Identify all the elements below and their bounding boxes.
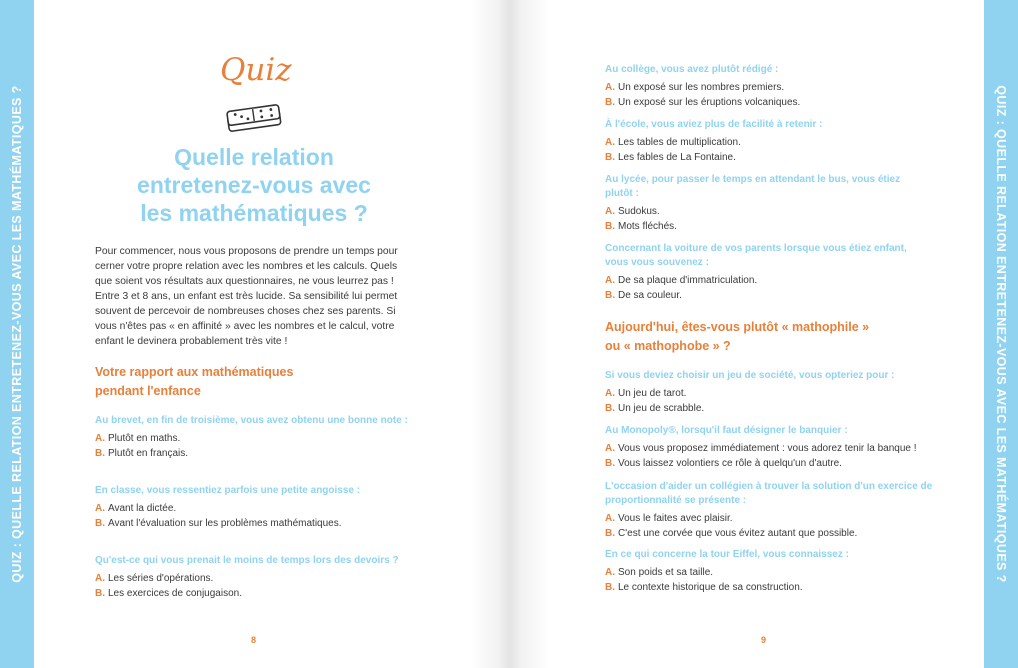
- question-block: [605, 480, 935, 541]
- book-gutter: [470, 0, 550, 668]
- answer-option[interactable]: B. Mots fléchés.: [605, 221, 677, 232]
- answer-option[interactable]: A. Vous vous proposez immédiatement : vous adorez tenir la banque !: [605, 443, 917, 454]
- question-block: [95, 484, 425, 531]
- section-heading-childhood: Votre rapport aux mathématiques pendant l'enfance: [95, 365, 294, 398]
- page-title: Quelle relation entretenez-vous avec les mathématiques ?: [137, 144, 371, 226]
- domino-icon: [224, 104, 284, 134]
- answer-option[interactable]: B. Le contexte historique de sa construction.: [605, 582, 803, 593]
- question-block: [605, 369, 935, 416]
- answer-option[interactable]: A. Les tables de multiplication.: [605, 137, 741, 148]
- question-block: [605, 242, 930, 303]
- question-text: Au brevet, en fin de troisième, vous avez obtenu une bonne note :: [95, 415, 408, 426]
- answer-option[interactable]: A. Plutôt en maths.: [95, 433, 181, 444]
- question-text: En ce qui concerne la tour Eiffel, vous connaissez :: [605, 549, 849, 560]
- intro-paragraph: Pour commencer, nous vous proposons de prendre un temps pour cerner votre propre relation avec les nombres et les calculs. Quels que soient vos résultats aux questionnaires, ne vous leurrez pas ! Entre 3 et 8 ans, un enfant est très lucide. Sa sensibilité lui permet souvent de percevoir de nombreuses choses chez ses parents. Si vous n'êtes pas « en affinité » avec les nombres et le calcul, votre enfant le devinera probablement très vite !: [95, 246, 398, 347]
- question-text: Au lycée, pour passer le temps en attendant le bus, vous étiez plutôt :: [605, 174, 901, 199]
- answer-option[interactable]: B. Avant l'évaluation sur les problèmes mathématiques.: [95, 518, 342, 529]
- question-text: Au collège, vous avez plutôt rédigé :: [605, 64, 779, 75]
- answer-option[interactable]: B. Un jeu de scrabble.: [605, 403, 705, 414]
- answer-option[interactable]: B. Vous laissez volontiers ce rôle à quelqu'un d'autre.: [605, 458, 842, 469]
- question-text: En classe, vous ressentiez parfois une petite angoisse :: [95, 485, 361, 496]
- question-text: Au Monopoly®, lorsqu'il faut désigner le banquier :: [605, 425, 848, 436]
- question-block: [605, 173, 930, 234]
- answer-option[interactable]: A. Vous le faites avec plaisir.: [605, 513, 733, 524]
- answer-option[interactable]: B. Un exposé sur les éruptions volcaniques.: [605, 97, 801, 108]
- question-block: [605, 424, 945, 471]
- answer-option[interactable]: B. Les fables de La Fontaine.: [605, 152, 736, 163]
- answer-option[interactable]: A. De sa plaque d'immatriculation.: [605, 275, 758, 286]
- answer-option[interactable]: B. C'est une corvée que vous évitez autant que possible.: [605, 528, 858, 539]
- side-banner-text: QUIZ : QUELLE RELATION ENTRETENEZ-VOUS AVEC LES MATHÉMATIQUES ?: [994, 85, 1008, 583]
- question-block: [605, 548, 935, 595]
- side-banner-text: QUIZ : QUELLE RELATION ENTRETENEZ-VOUS AVEC LES MATHÉMATIQUES ?: [10, 85, 24, 583]
- question-text: L'occasion d'aider un collégien à trouver la solution d'un exercice de proportionnalité se présente :: [605, 481, 933, 506]
- answer-option[interactable]: A. Sudokus.: [605, 206, 660, 217]
- question-text: À l'école, vous aviez plus de facilité à retenir :: [605, 119, 823, 130]
- question-block: [605, 118, 930, 165]
- answer-option[interactable]: A. Les séries d'opérations.: [95, 573, 214, 584]
- section-heading-today: Aujourd'hui, êtes-vous plutôt « mathophile » ou « mathophobe » ?: [605, 320, 870, 353]
- answer-option[interactable]: B. Plutôt en français.: [95, 448, 189, 459]
- right-side-banner: [984, 0, 1018, 668]
- left-side-banner: [0, 0, 34, 668]
- quiz-label: Quiz: [220, 52, 292, 88]
- question-text: Qu'est-ce qui vous prenait le moins de temps lors des devoirs ?: [95, 555, 399, 566]
- answer-option[interactable]: A. Avant la dictée.: [95, 503, 177, 514]
- answer-option[interactable]: B. Les exercices de conjugaison.: [95, 588, 242, 599]
- question-block: [605, 63, 930, 110]
- answer-option[interactable]: A. Son poids et sa taille.: [605, 567, 714, 578]
- question-block: [95, 414, 425, 461]
- answer-option[interactable]: A. Un jeu de tarot.: [605, 388, 687, 399]
- page-number-right: 9: [761, 635, 767, 645]
- question-block: [95, 554, 425, 601]
- page-number-left: 8: [251, 635, 257, 645]
- answer-option[interactable]: A. Un exposé sur les nombres premiers.: [605, 82, 785, 93]
- answer-option[interactable]: B. De sa couleur.: [605, 290, 682, 301]
- question-text: Si vous deviez choisir un jeu de société, vous opteriez pour :: [605, 370, 895, 381]
- question-text: Concernant la voiture de vos parents lorsque vous étiez enfant, vous vous souvenez :: [605, 243, 907, 268]
